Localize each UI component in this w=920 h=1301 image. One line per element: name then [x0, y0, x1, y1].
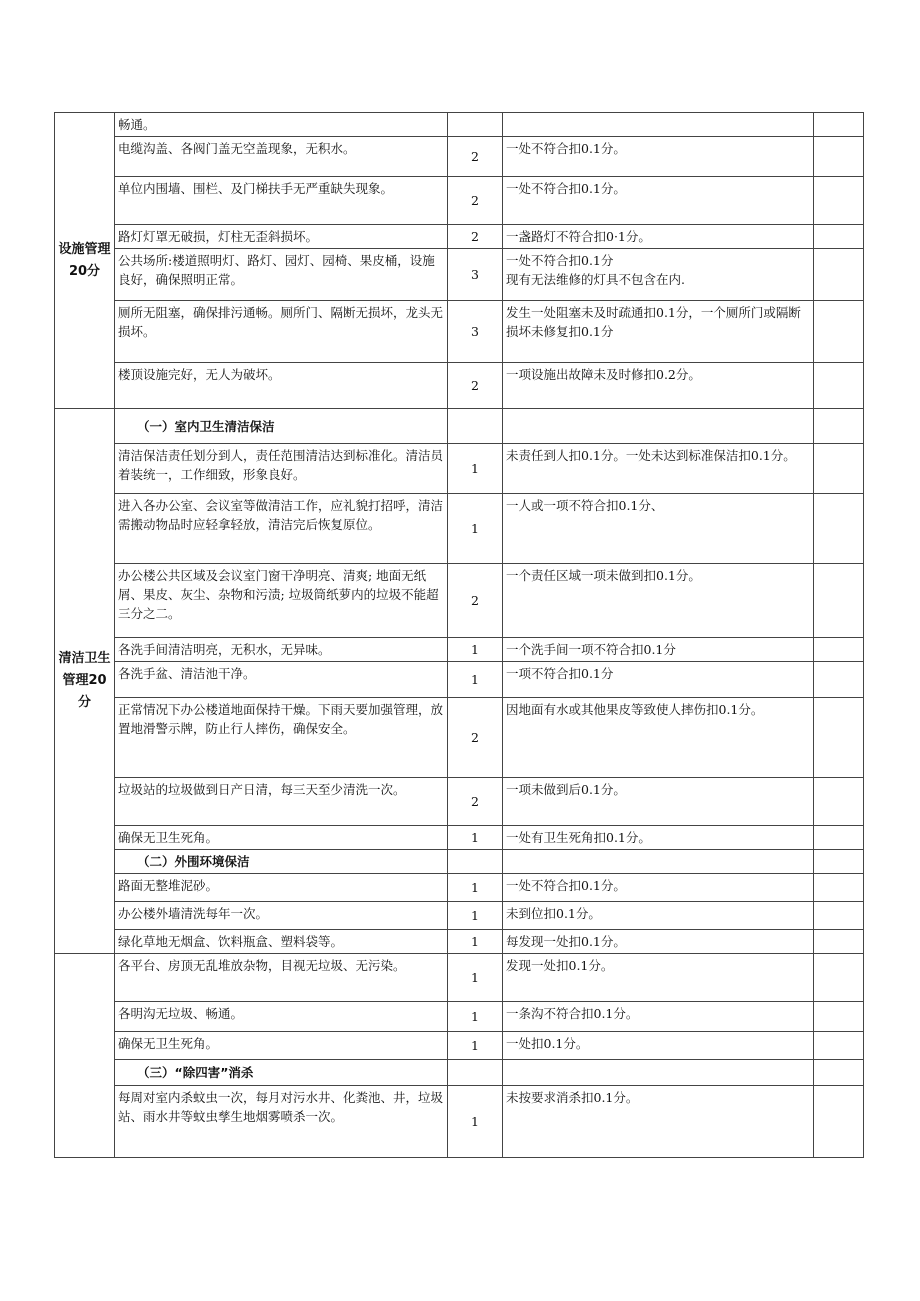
- section-row: [55, 409, 864, 444]
- remarks-cell: [814, 137, 864, 177]
- score-cell: 1: [448, 1032, 503, 1060]
- content-cell: 单位内围墙、围栏、及门梯扶手无严重缺失现象。: [115, 177, 448, 225]
- remarks-cell: [814, 363, 864, 409]
- empty-cell: [814, 409, 864, 444]
- remarks-cell: [814, 564, 864, 638]
- content-cell: 正常情况下办公楼道地面保持干燥。下雨天要加强管理，放置地滑警示牌，防止行人摔伤，确保安全。: [115, 698, 448, 778]
- score-cell: 2: [448, 225, 503, 249]
- criteria-cell: 因地面有水或其他果皮等致使人摔伤扣0.1分。: [503, 698, 814, 778]
- table-row: [55, 177, 864, 225]
- content-cell: 各平台、房顶无乱堆放杂物，目视无垃圾、无污染。: [115, 954, 448, 1002]
- section-heading: （一）室内卫生清洁保洁: [115, 409, 448, 444]
- remarks-cell: [814, 930, 864, 954]
- content-cell: 各洗手盆、清洁池干净。: [115, 662, 448, 698]
- section-heading: （三）“除四害”消杀: [115, 1060, 448, 1086]
- score-cell: 2: [448, 177, 503, 225]
- content-cell: 办公楼公共区域及会议室门窗干净明亮、清爽; 地面无纸屑、果皮、灰尘、杂物和污渍; 垃圾筒纸萝内的垃圾不能超三分之二。: [115, 564, 448, 638]
- criteria-cell: 一处不符合扣0.1分。: [503, 874, 814, 902]
- empty-cell: [503, 850, 814, 874]
- category-cell: 设施管理20分: [55, 113, 115, 409]
- remarks-cell: [814, 225, 864, 249]
- content-cell: 楼顶设施完好，无人为破坏。: [115, 363, 448, 409]
- criteria-cell: 发现一处扣0.1分。: [503, 954, 814, 1002]
- criteria-cell: 一项不符合扣0.1分: [503, 662, 814, 698]
- content-cell: 畅通。: [115, 113, 448, 137]
- table-row: [55, 954, 864, 1002]
- content-cell: 各洗手间清洁明亮，无积水，无异味。: [115, 638, 448, 662]
- score-cell: 3: [448, 301, 503, 363]
- table-row: [55, 444, 864, 494]
- remarks-cell: [814, 494, 864, 564]
- table-row: [55, 638, 864, 662]
- table-row: [55, 826, 864, 850]
- remarks-cell: [814, 1086, 864, 1158]
- content-cell: 确保无卫生死角。: [115, 1032, 448, 1060]
- category-cell: 清洁卫生管理20分: [55, 409, 115, 954]
- remarks-cell: [814, 954, 864, 1002]
- content-cell: 绿化草地无烟盒、饮料瓶盒、塑料袋等。: [115, 930, 448, 954]
- criteria-cell: 一人或一项不符合扣0.1分、: [503, 494, 814, 564]
- score-cell: 1: [448, 1002, 503, 1032]
- score-cell: 2: [448, 564, 503, 638]
- remarks-cell: [814, 444, 864, 494]
- table-row: [55, 137, 864, 177]
- remarks-cell: [814, 874, 864, 902]
- remarks-cell: [814, 1032, 864, 1060]
- content-cell: 进入各办公室、会议室等做清洁工作，应礼貌打招呼，清洁需搬动物品时应轻拿轻放，清洁完后恢复原位。: [115, 494, 448, 564]
- table-row: [55, 778, 864, 826]
- content-cell: 每周对室内杀蚊虫一次，每月对污水井、化粪池、井，垃圾站、雨水井等蚊虫孳生地烟雾喷杀一次。: [115, 1086, 448, 1158]
- table-row: [55, 662, 864, 698]
- empty-cell: [503, 1060, 814, 1086]
- empty-cell: [814, 1060, 864, 1086]
- remarks-cell: [814, 301, 864, 363]
- remarks-cell: [814, 902, 864, 930]
- table-row: [55, 564, 864, 638]
- score-cell: 1: [448, 638, 503, 662]
- score-cell: 2: [448, 778, 503, 826]
- score-cell: [448, 113, 503, 137]
- table-row: [55, 494, 864, 564]
- criteria-cell: 一处扣0.1分。: [503, 1032, 814, 1060]
- score-cell: 2: [448, 698, 503, 778]
- criteria-cell: 一个责任区域一项未做到扣0.1分。: [503, 564, 814, 638]
- content-cell: 电缆沟盖、各阀门盖无空盖现象，无积水。: [115, 137, 448, 177]
- table-row: [55, 1086, 864, 1158]
- criteria-cell: 发生一处阻塞未及时疏通扣0.1分，一个厕所门或隔断损坏未修复扣0.1分: [503, 301, 814, 363]
- score-cell: 1: [448, 954, 503, 1002]
- score-cell: 1: [448, 494, 503, 564]
- section-heading: （二）外围环境保洁: [115, 850, 448, 874]
- empty-cell: [448, 1060, 503, 1086]
- remarks-cell: [814, 778, 864, 826]
- score-cell: 1: [448, 444, 503, 494]
- table-row: [55, 113, 864, 137]
- content-cell: 确保无卫生死角。: [115, 826, 448, 850]
- criteria-cell: 每发现一处扣0.1分。: [503, 930, 814, 954]
- criteria-cell: 一个洗手间一项不符合扣0.1分: [503, 638, 814, 662]
- table-row: [55, 1002, 864, 1032]
- content-cell: 厕所无阻塞，确保排污通畅。厕所门、隔断无损坏，龙头无损坏。: [115, 301, 448, 363]
- assessment-table-body: [55, 113, 864, 1158]
- score-cell: 1: [448, 930, 503, 954]
- criteria-cell: 一项设施出故障未及时修扣0.2分。: [503, 363, 814, 409]
- content-cell: 公共场所:楼道照明灯、路灯、园灯、园椅、果皮桶，设施良好，确保照明正常。: [115, 249, 448, 301]
- table-row: [55, 902, 864, 930]
- remarks-cell: [814, 698, 864, 778]
- table-row: [55, 1032, 864, 1060]
- score-cell: 1: [448, 1086, 503, 1158]
- criteria-cell: 一处不符合扣0.1分。: [503, 137, 814, 177]
- score-cell: 1: [448, 826, 503, 850]
- score-cell: 3: [448, 249, 503, 301]
- empty-cell: [448, 409, 503, 444]
- criteria-cell: 一条沟不符合扣0.1分。: [503, 1002, 814, 1032]
- criteria-cell: 一盏路灯不符合扣0·1分。: [503, 225, 814, 249]
- table-row: [55, 249, 864, 301]
- remarks-cell: [814, 1002, 864, 1032]
- criteria-cell: [503, 113, 814, 137]
- content-cell: 办公楼外墙清洗每年一次。: [115, 902, 448, 930]
- table-row: [55, 930, 864, 954]
- criteria-cell: 未责任到人扣0.1分。一处未达到标准保洁扣0.1分。: [503, 444, 814, 494]
- table-row: [55, 225, 864, 249]
- criteria-cell: 一处有卫生死角扣0.1分。: [503, 826, 814, 850]
- empty-cell: [814, 850, 864, 874]
- section-row: [55, 850, 864, 874]
- score-cell: 1: [448, 902, 503, 930]
- table-row: [55, 698, 864, 778]
- remarks-cell: [814, 177, 864, 225]
- empty-cell: [448, 850, 503, 874]
- content-cell: 各明沟无垃圾、畅通。: [115, 1002, 448, 1032]
- assessment-table: [54, 112, 864, 1158]
- score-cell: 2: [448, 137, 503, 177]
- remarks-cell: [814, 662, 864, 698]
- criteria-cell: 一处不符合扣0.1分 现有无法维修的灯具不包含在内.: [503, 249, 814, 301]
- content-cell: 路灯灯罩无破损，灯柱无歪斜损坏。: [115, 225, 448, 249]
- score-cell: 1: [448, 874, 503, 902]
- criteria-cell: 未到位扣0.1分。: [503, 902, 814, 930]
- content-cell: 垃圾站的垃圾做到日产日清，每三天至少清洗一次。: [115, 778, 448, 826]
- remarks-cell: [814, 826, 864, 850]
- table-row: [55, 874, 864, 902]
- section-row: [55, 1060, 864, 1086]
- content-cell: 路面无整堆泥砂。: [115, 874, 448, 902]
- remarks-cell: [814, 113, 864, 137]
- table-row: [55, 363, 864, 409]
- score-cell: 1: [448, 662, 503, 698]
- empty-cell: [503, 409, 814, 444]
- table-row: [55, 301, 864, 363]
- remarks-cell: [814, 249, 864, 301]
- category-cell: [55, 954, 115, 1158]
- criteria-cell: 未按要求消杀扣0.1分。: [503, 1086, 814, 1158]
- score-cell: 2: [448, 363, 503, 409]
- content-cell: 清洁保洁责任划分到人，责任范围清洁达到标准化。清洁员着装统一，工作细致，形象良好。: [115, 444, 448, 494]
- criteria-cell: 一处不符合扣0.1分。: [503, 177, 814, 225]
- remarks-cell: [814, 638, 864, 662]
- criteria-cell: 一项未做到后0.1分。: [503, 778, 814, 826]
